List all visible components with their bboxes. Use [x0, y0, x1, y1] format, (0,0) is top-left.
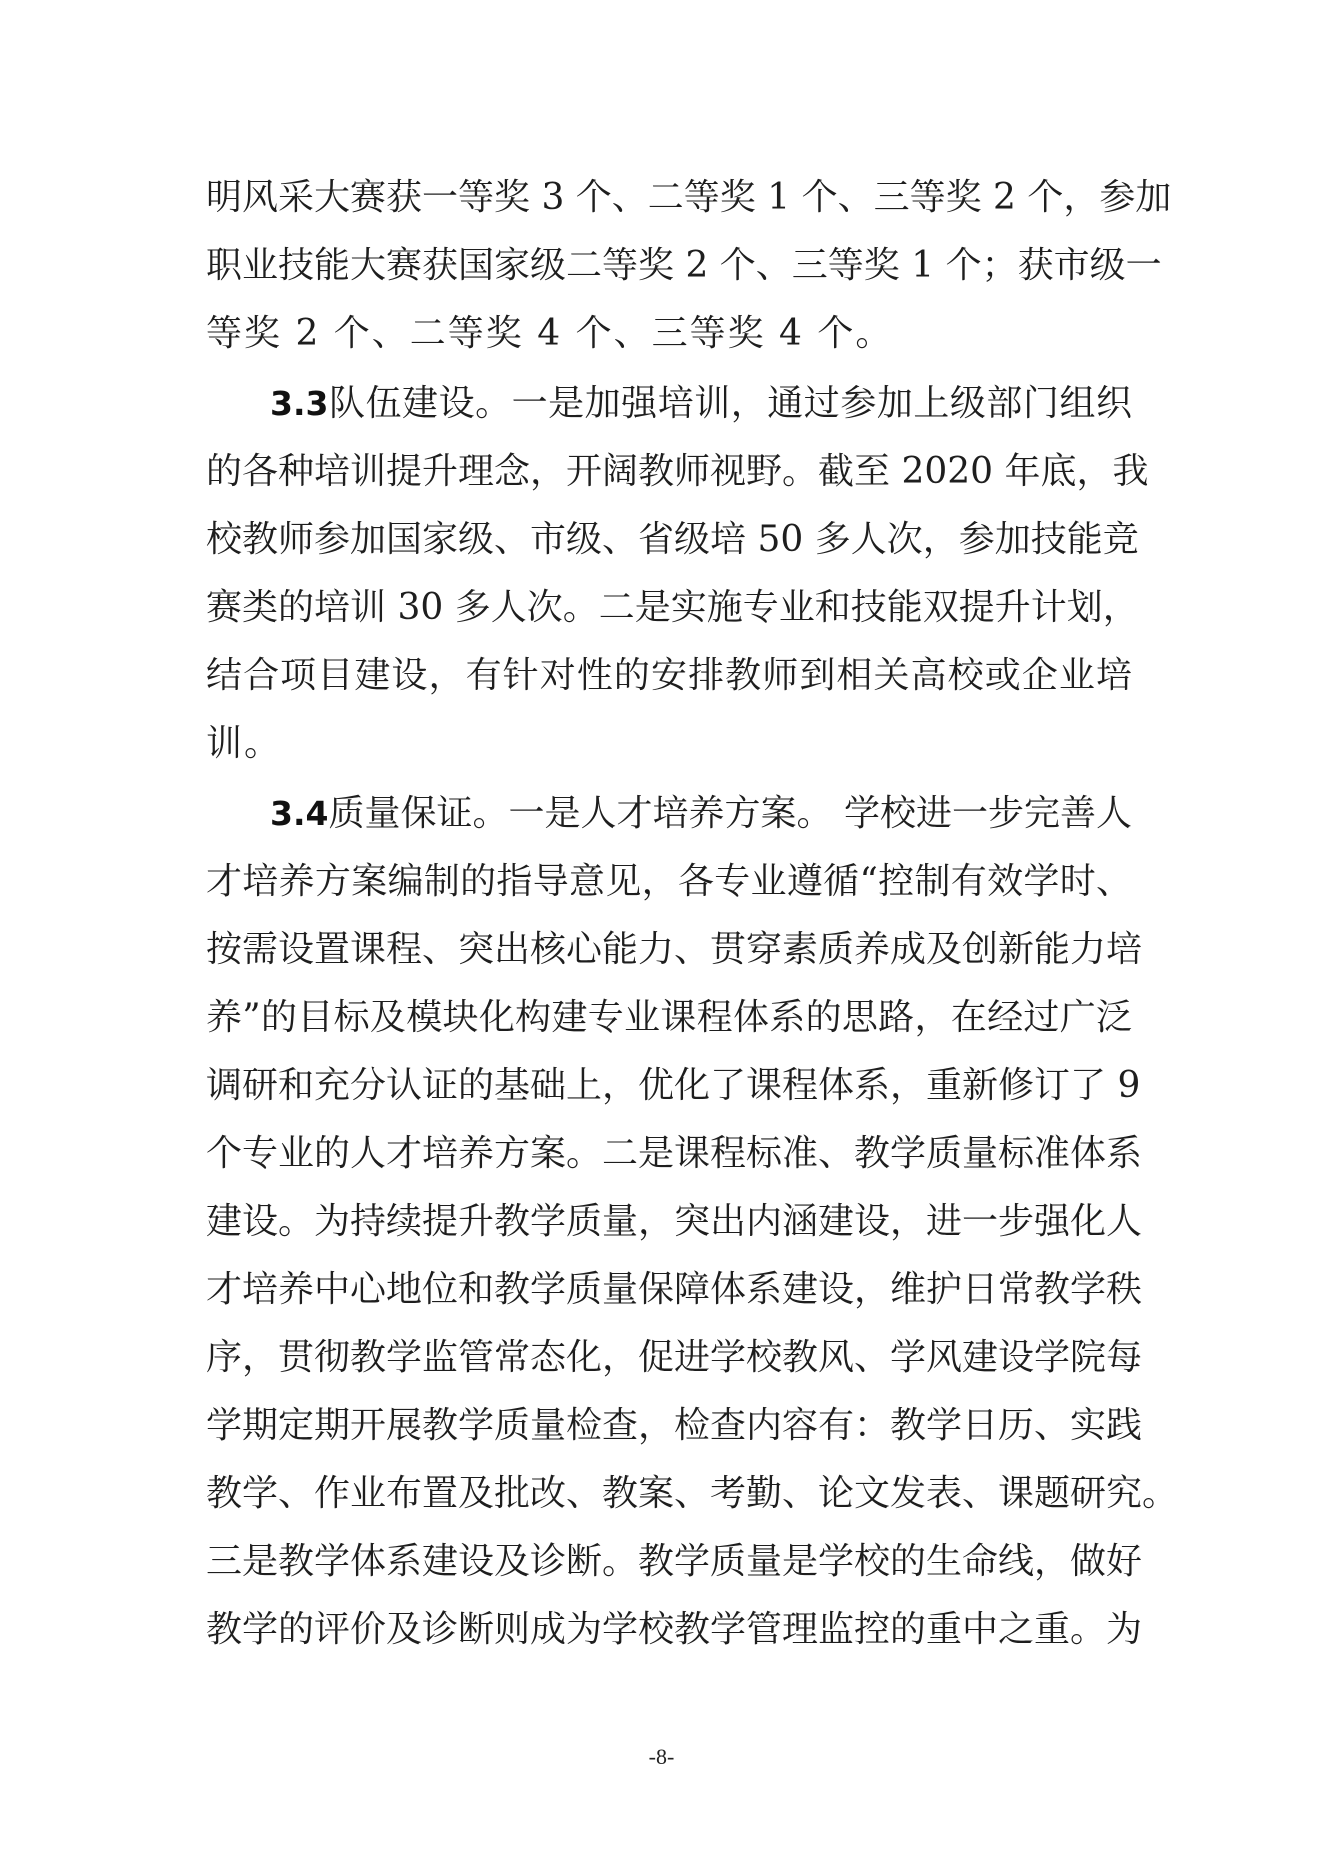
paragraph-2-line-1-text: 队伍建设。一是加强培训，通过参加上级部门组织	[328, 383, 1132, 424]
section-number-3-4: 3.4	[270, 794, 329, 833]
paragraph-3-line-4: 养”的目标及模块化构建专业课程体系的思路，在经过广泛	[206, 997, 1132, 1038]
paragraph-2-line-3: 校教师参加国家级、市级、省级培 50 多人次，参加技能竞	[206, 519, 1139, 560]
paragraph-3-line-6: 个专业的人才培养方案。二是课程标准、教学质量标准体系	[206, 1133, 1143, 1174]
paragraph-2-line-2: 的各种培训提升理念，开阔教师视野。截至 2020 年底，我	[206, 451, 1149, 492]
paragraph-3-line-5: 调研和充分认证的基础上，优化了课程体系，重新修订了 9	[206, 1065, 1141, 1106]
paragraph-3-line-7: 建设。为持续提升教学质量，突出内涵建设，进一步强化人	[206, 1201, 1143, 1242]
page-number: -8-	[648, 1744, 675, 1769]
paragraph-3-line-1-text: 质量保证。一是人才培养方案。 学校进一步完善人	[328, 793, 1132, 834]
paragraph-3-line-9: 序，贯彻教学监管常态化，促进学校教风、学风建设学院每	[206, 1337, 1143, 1378]
paragraph-3-line-3: 按需设置课程、突出核心能力、贯穿素质养成及创新能力培	[206, 929, 1143, 970]
paragraph-3-line-13: 教学的评价及诊断则成为学校教学管理监控的重中之重。为	[206, 1609, 1143, 1650]
paragraph-2-line-4: 赛类的培训 30 多人次。二是实施专业和技能双提升计划，	[206, 587, 1139, 628]
paragraph-1-line-1: 明风采大赛获一等奖 3 个、二等奖 1 个、三等奖 2 个，参加	[206, 177, 1172, 218]
paragraph-1-line-2: 职业技能大赛获国家级二等奖 2 个、三等奖 1 个；获市级一	[206, 245, 1162, 286]
paragraph-1-line-3: 等奖 2 个、二等奖 4 个、三等奖 4 个。	[206, 313, 894, 354]
paragraph-3-line-8: 才培养中心地位和教学质量保障体系建设，维护日常教学秩	[206, 1269, 1143, 1310]
paragraph-3-line-11: 教学、作业布置及批改、教案、考勤、论文发表、课题研究。	[206, 1473, 1179, 1514]
paragraph-2-line-5: 结合项目建设，有针对性的安排教师到相关高校或企业培	[206, 655, 1132, 696]
paragraph-3-line-1	[270, 790, 1132, 838]
paragraph-3-line-12: 三是教学体系建设及诊断。教学质量是学校的生命线，做好	[206, 1541, 1143, 1582]
paragraph-2-line-1	[270, 380, 1132, 428]
paragraph-3-line-10: 学期定期开展教学质量检查，检查内容有：教学日历、实践	[206, 1405, 1143, 1446]
paragraph-3-line-2: 才培养方案编制的指导意见，各专业遵循“控制有效学时、	[206, 861, 1132, 902]
section-number-3-3: 3.3	[270, 384, 329, 423]
paragraph-2-line-6: 训。	[206, 723, 283, 764]
